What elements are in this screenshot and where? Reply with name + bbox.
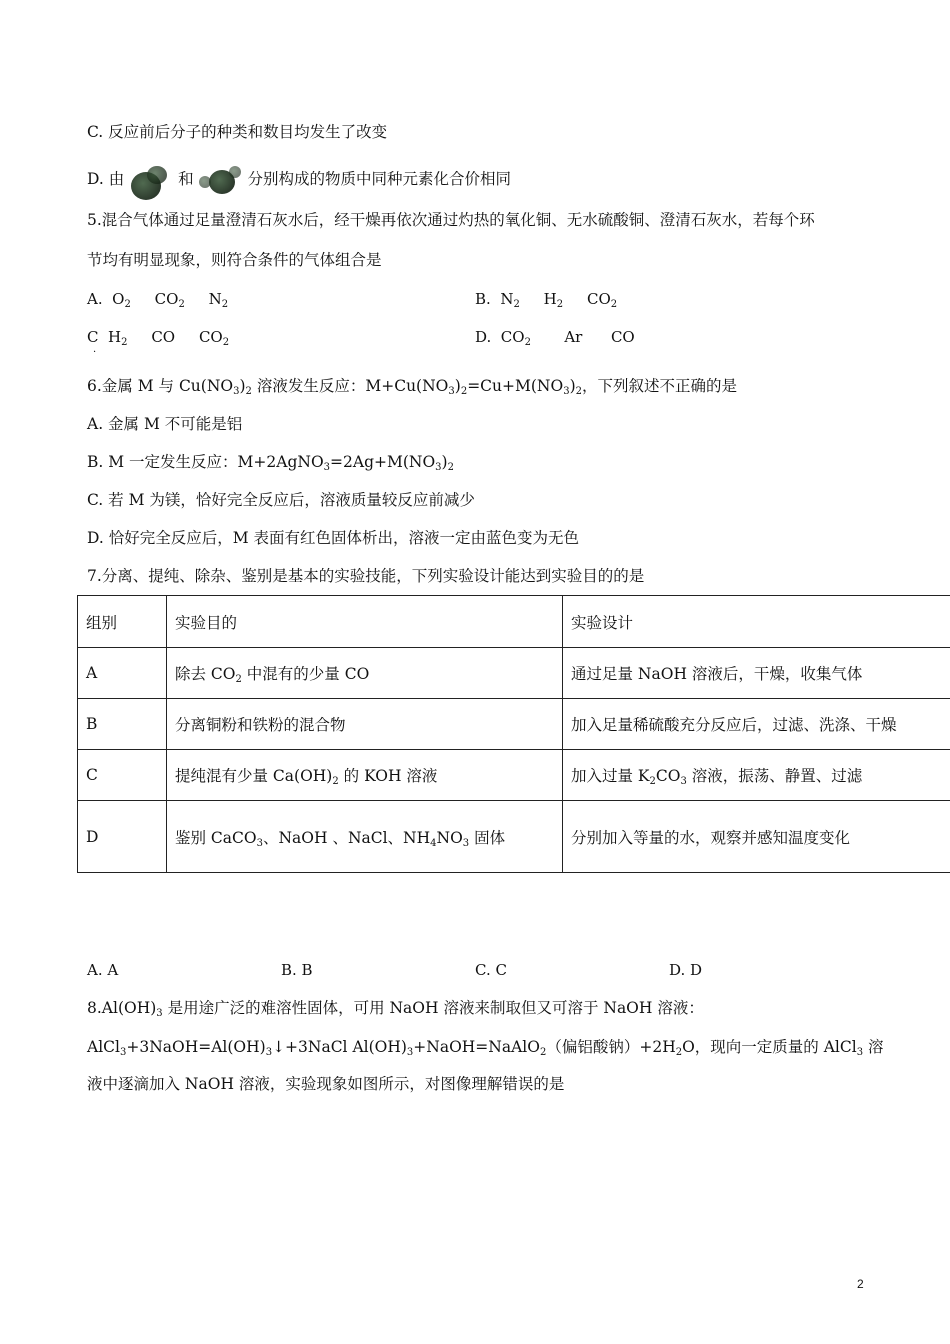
purpose-c-pre: 提纯混有少量 Ca(OH) [175, 767, 333, 785]
purpose-d-pre: 鉴别 CaCO [175, 828, 257, 847]
q6-stem-a: 6.金属 M 与 Cu(NO [87, 377, 234, 395]
q8-line2-g: 溶 [863, 1038, 884, 1056]
q8-line1-pre: 8.Al(OH) [87, 999, 157, 1017]
q5-option-c-dot: · [93, 347, 97, 358]
q8-stem-line1: $8.Al(OH)_3$ 是用途广泛的难溶性固体，可用 NaOH 溶液来制取但又可溶于 NaOH 溶液： [87, 999, 704, 1019]
table-cell-design: 分别加入等量的水，观察并感知温度变化 [563, 801, 950, 873]
q4-option-d [87, 166, 511, 192]
q4-option-d-and: 和 [178, 170, 194, 188]
table-header-row [78, 596, 950, 648]
table-cell-design: 加入足量稀硫酸充分反应后，过滤、洗涤、干燥 [563, 699, 950, 750]
q5-option-c-label: C [87, 328, 99, 346]
design-c-pre: 加入过量 K [571, 767, 650, 785]
table-header-design: 实验设计 [563, 596, 950, 648]
q5-stem-line2: 节均有明显现象，则符合条件的气体组合是 [87, 251, 382, 269]
q6-stem-e: ，下列叙述不正确的是 [582, 377, 738, 395]
purpose-d-post: 固体 [469, 828, 506, 847]
experiment-table [77, 595, 950, 873]
table-cell-purpose: 鉴别 CaCO$_3$、NaOH 、NaCl、$NH_4NO_3$ 固体 [167, 801, 563, 873]
table-cell-purpose: 分离铜粉和铁粉的混合物 [167, 699, 563, 750]
q6-option-b: B. M 一定发生反应：$M+2AgNO_3=2Ag+M(NO_3)_2$ [87, 453, 454, 473]
q5-option-b: B. $N_2$ $H_2$ $CO_2$ [475, 290, 618, 310]
molecule-diatomic-icon [129, 166, 173, 192]
q5-option-c: C $H_2$ CO $CO_2$ [87, 328, 230, 348]
q8-stem-line3: 液中逐滴加入 NaOH 溶液，实验现象如图所示，对图像理解错误的是 [87, 1075, 565, 1093]
table-cell-group: B [78, 699, 167, 750]
q8-line2-d: +NaOH=NaAlO [413, 1038, 540, 1056]
table-cell-design: 加入过量 $K_2CO_3$ 溶液，振荡、静置、过滤 [563, 750, 950, 801]
q7-choice-a: A. A [87, 961, 119, 979]
table-row [78, 750, 950, 801]
purpose-c-post: 的 KOH 溶液 [338, 767, 438, 785]
q5-option-d-label: D. [475, 328, 492, 346]
purpose-d-mid1: 、NaOH 、NaCl、NH [262, 828, 431, 847]
q7-choice-b: B. B [281, 961, 313, 979]
table-header-group: 组别 [78, 596, 167, 648]
design-c-post: 溶液，振荡、静置、过滤 [686, 767, 863, 785]
q8-line2-e: （偏铝酸钠）+2H [546, 1038, 676, 1056]
purpose-a-pre: 除去 CO [175, 665, 236, 683]
q6-stem-d: =Cu+M(NO [467, 377, 564, 395]
table-row [78, 699, 950, 750]
q4-option-c: C. 反应前后分子的种类和数目均发生了改变 [87, 123, 388, 141]
q5-option-b-label: B. [475, 290, 491, 308]
q8-line2-b: +3NaOH=Al(OH) [126, 1038, 266, 1056]
q6-stem-b: ) [239, 377, 246, 395]
table-cell-group: A [78, 648, 167, 699]
q8-stem-line2: $AlCl_3+3NaOH=Al(OH)_3↓+3NaCl$ $Al(OH)_3+NaOH=NaAlO_2$（偏铝酸钠）$+2H_2O$，现向一定质量的 AlCl$_3$ 溶 [87, 1038, 884, 1058]
q6-option-a: A. 金属 M 不可能是铝 [87, 415, 243, 433]
q5-option-d: D. $CO_2$ Ar CO [475, 328, 635, 348]
q6-option-b-tail: =2Ag+M(NO [330, 453, 436, 471]
q5-option-a: A. $O_2$ $CO_2$ $N_2$ [87, 290, 229, 310]
purpose-d-mid2: NO [436, 828, 463, 847]
table-cell-purpose: 提纯混有少量 $Ca(OH)_2$ 的 KOH 溶液 [167, 750, 563, 801]
table-cell-design: 通过足量 NaOH 溶液后，干燥，收集气体 [563, 648, 950, 699]
q4-option-d-suffix: 分别构成的物质中同种元素化合价相同 [247, 170, 512, 188]
q6-stem: 6.金属 M 与 $Cu(NO_3)_2$ 溶液发生反应：$M+Cu(NO_3)_2=Cu+M(NO_3)_2$，下列叙述不正确的是 [87, 377, 738, 397]
table-cell-purpose: 除去 $CO_2$ 中混有的少量 CO [167, 648, 563, 699]
q8-line2-f: O，现向一定质量的 AlCl [682, 1038, 857, 1056]
q5-stem-line1: 5.混合气体通过足量澄清石灰水后，经干燥再依次通过灼热的氧化铜、无水硫酸铜、澄清石灰水，若每个环 [87, 211, 815, 229]
q6-stem-c: 溶液发生反应：M+Cu(NO [251, 377, 449, 395]
q6-option-d: D. 恰好完全反应后，M 表面有红色固体析出，溶液一定由蓝色变为无色 [87, 529, 580, 547]
q7-stem: 7.分离、提纯、除杂、鉴别是基本的实验技能，下列实验设计能达到实验目的的是 [87, 567, 645, 585]
table-header-purpose: 实验目的 [167, 596, 563, 648]
design-c-mid: CO [655, 767, 681, 785]
molecule-triatomic-icon [199, 166, 243, 192]
q8-line2-c: ↓+3NaCl Al(OH) [272, 1038, 407, 1056]
q7-choice-d: D. D [669, 961, 703, 979]
q7-choice-c: C. C [475, 961, 507, 979]
q6-option-c: C. 若 M 为镁，恰好完全反应后，溶液质量较反应前减少 [87, 491, 475, 509]
table-cell-group: D [78, 801, 167, 873]
table-cell-group: C [78, 750, 167, 801]
table-row [78, 801, 950, 873]
q4-option-d-prefix: D. 由 [87, 170, 125, 188]
q5-option-a-label: A. [87, 290, 103, 308]
table-row [78, 648, 950, 699]
purpose-a-post: 中混有的少量 CO [241, 665, 370, 683]
q6-option-b-text: B. M 一定发生反应：M+2AgNO [87, 453, 324, 471]
q8-line2-a: AlCl [87, 1038, 120, 1056]
q8-line1-post: 是用途广泛的难溶性固体，可用 NaOH 溶液来制取但又可溶于 NaOH 溶液： [162, 999, 704, 1017]
page-number: 2 [857, 1277, 864, 1291]
